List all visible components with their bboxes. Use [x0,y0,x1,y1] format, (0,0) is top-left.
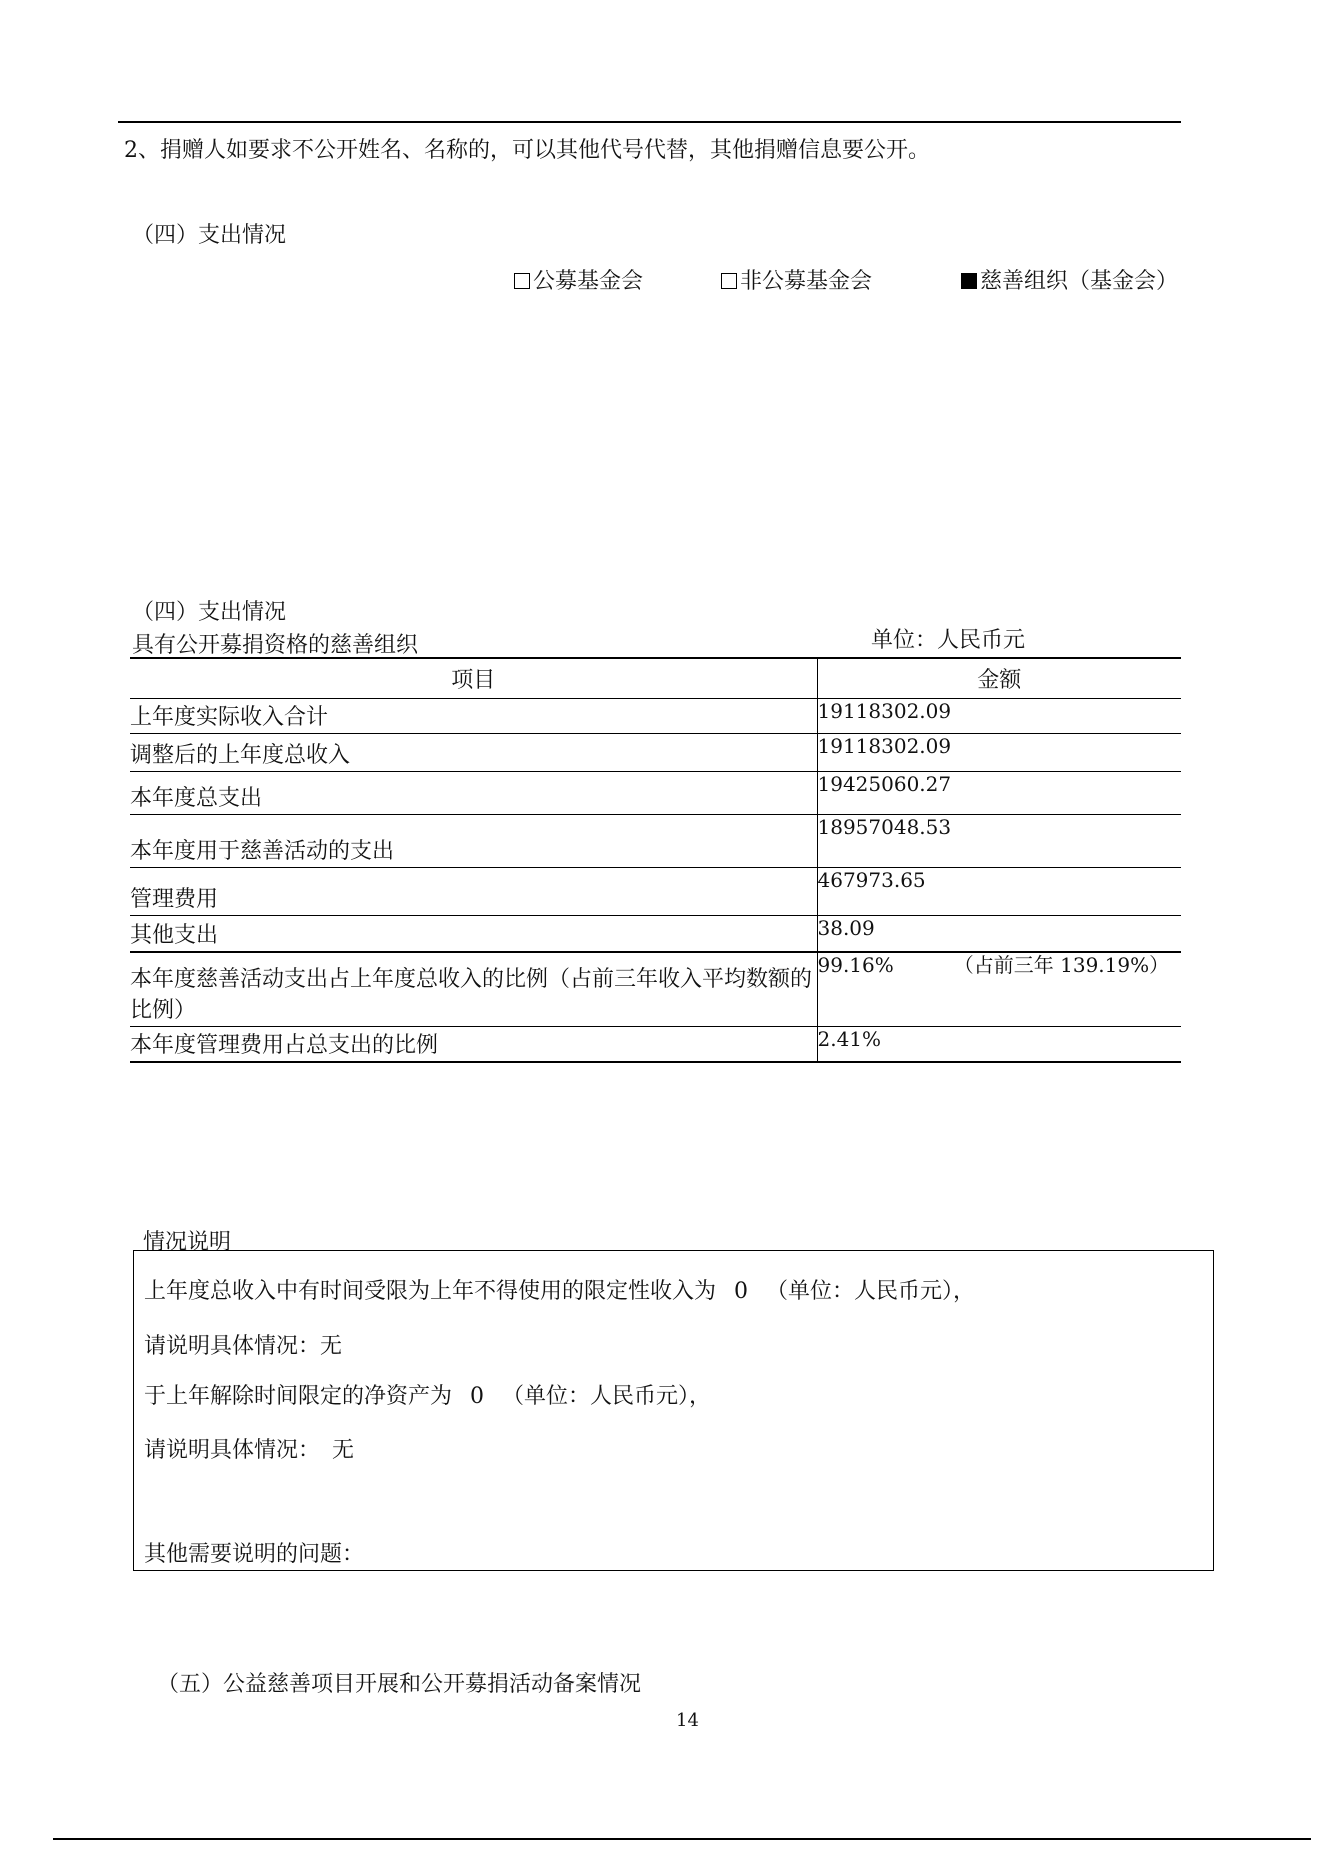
row-value-cell [817,952,1181,1026]
row-label: 其他支出 [130,915,817,952]
table-row [130,1026,1181,1062]
table-row [130,814,1181,867]
row-value: 18957048.53 [817,814,1181,867]
header-amount: 金额 [817,658,1181,698]
org-type-charity-foundation [961,268,1178,296]
row-label: 本年度慈善活动支出占上年度总收入的比例（占前三年收入平均数额的比例） [130,952,817,1026]
row-value: 19425060.27 [817,771,1181,814]
row-value: 19118302.09 [817,698,1181,733]
restricted-income-line [144,1279,975,1305]
checkbox-checked-icon [961,273,977,289]
detail-label: 请说明具体情况： [144,1438,321,1463]
top-divider [118,121,1181,123]
org-type-label: 非公募基金会 [740,269,873,294]
table-row [130,771,1181,814]
row-label: 本年度用于慈善活动的支出 [130,814,817,867]
released-assets-value: 0 [470,1384,485,1409]
row-label: 上年度实际收入合计 [130,698,817,733]
released-assets-line [144,1384,711,1410]
explanation-title: 情况说明 [143,1230,232,1255]
row-label: 管理费用 [130,867,817,915]
row-value: 38.09 [817,915,1181,952]
page-number: 14 [676,1710,699,1731]
row-value: 99.16% [817,953,894,977]
table-row [130,952,1181,1026]
table-caption: 具有公开募捐资格的慈善组织 [132,633,419,658]
org-type-selector [0,268,1323,296]
row-value: 467973.65 [817,867,1181,915]
section-4-heading: （四）支出情况 [132,600,287,625]
row-label: 调整后的上年度总收入 [130,733,817,771]
section-4-heading-top: （四）支出情况 [132,223,287,248]
restricted-income-detail-line [144,1334,342,1360]
table-header-row [130,658,1181,698]
detail-label: 请说明具体情况： [144,1334,321,1359]
row-label: 本年度管理费用占总支出的比例 [130,1026,817,1062]
other-issues-line: 其他需要说明的问题： [144,1542,365,1567]
header-item: 项目 [130,658,817,698]
table-row [130,733,1181,771]
donor-note: 2、捐赠人如要求不公开姓名、名称的，可以其他代号代替，其他捐赠信息要公开。 [124,138,930,163]
released-assets-detail-line [144,1438,354,1464]
explanation-box [133,1250,1214,1571]
org-type-nonpublic-foundation [721,268,872,296]
row-value: 19118302.09 [817,733,1181,771]
checkbox-icon [514,273,530,289]
org-type-public-foundation [514,268,643,296]
detail-value: 无 [320,1334,343,1359]
org-type-label: 公募基金会 [533,269,644,294]
table-row [130,867,1181,915]
currency-unit: 单位：人民币元 [871,628,1026,653]
restricted-income-value: 0 [734,1279,749,1304]
restricted-income-label: 上年度总收入中有时间受限为上年不得使用的限定性收入为 [144,1279,717,1304]
org-type-label: 慈善组织（基金会） [980,269,1179,294]
row-label: 本年度总支出 [130,771,817,814]
bottom-divider [53,1838,1311,1840]
checkbox-icon [721,273,737,289]
row-value-note: （占前三年 139.19%） [953,953,1170,977]
released-assets-label: 于上年解除时间限定的净资产为 [144,1384,453,1409]
expenditure-table [130,657,1181,1063]
detail-value: 无 [332,1438,355,1463]
restricted-income-unit: （单位：人民币元）， [766,1279,976,1304]
released-assets-unit: （单位：人民币元）， [502,1384,712,1409]
row-value: 2.41% [817,1026,1181,1062]
table-row [130,915,1181,952]
table-row [130,698,1181,733]
section-5-heading: （五）公益慈善项目开展和公开募捐活动备案情况 [157,1672,642,1697]
